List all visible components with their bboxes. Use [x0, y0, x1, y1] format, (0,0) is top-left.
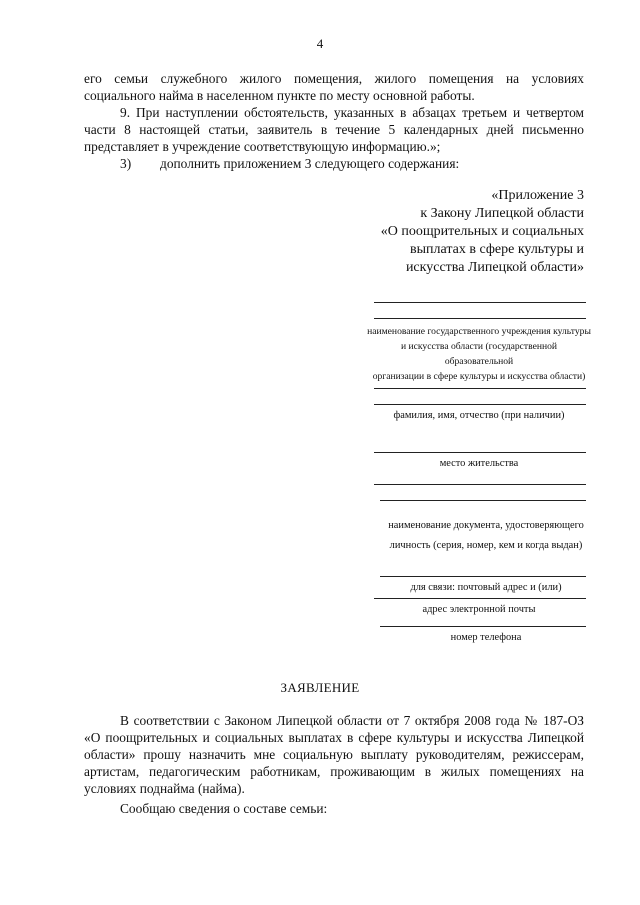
contact-field-line: [380, 576, 586, 577]
page-number: 4: [316, 36, 324, 51]
institution-field-line-2: [374, 318, 586, 319]
contact-caption: для связи: почтовый адрес и (или): [410, 582, 562, 593]
residence-caption: место жительства: [439, 458, 519, 469]
name-field-line-1: [374, 388, 586, 389]
email-field-line: [374, 598, 586, 599]
phone-field-line: [380, 626, 586, 627]
residence-field-line-2: [374, 484, 586, 485]
name-field-line-2: [374, 404, 586, 405]
institution-caption: [366, 324, 592, 384]
item-3-text: дополнить приложением 3 следующего содержания:: [160, 156, 460, 171]
residence-field-line: [374, 452, 586, 453]
intro-line-1: его семьи служебного жилого помещения, жилого помещения на условиях: [84, 71, 584, 86]
statement-title: ЗАЯВЛЕНИЕ: [280, 680, 360, 695]
identity-doc-caption-line-2: личность (серия, номер, кем и когда выдан): [389, 540, 583, 551]
appendix-header-line-1: «Приложение 3: [491, 188, 584, 203]
institution-caption-line-3: организации в сфере культуры и искусства области): [372, 371, 586, 382]
institution-caption-line-1: наименование государственного учреждения культуры: [367, 326, 591, 337]
appendix-header-line-2: к Закону Липецкой области: [420, 206, 584, 221]
appendix-header-line-5: искусства Липецкой области»: [405, 260, 584, 275]
institution-field-line-1: [374, 302, 586, 303]
appendix-header-line-3: «О поощрительных и социальных: [380, 224, 584, 239]
paragraph-9: 9. При наступлении обстоятельств, указанных в абзацах третьем и четвертом части 8 настоящей статьи, заявитель в течение 5 календарных дней письменно представляет в учреждение соответствующую информацию.»;: [84, 105, 584, 154]
institution-caption-line-2: и искусства области (государственной образовательной: [400, 341, 558, 367]
appendix-header-line-4: выплатах в сфере культуры и: [409, 242, 584, 257]
full-name-caption: фамилия, имя, отчество (при наличии): [393, 410, 565, 421]
intro-paragraph: [84, 70, 584, 104]
identity-field-line-1: [380, 500, 586, 501]
phone-caption: номер телефона: [450, 632, 522, 643]
identity-doc-caption: [366, 518, 606, 554]
email-caption: адрес электронной почты: [422, 604, 536, 615]
identity-doc-caption-line-1: наименование документа, удостоверяющего: [388, 520, 584, 531]
statement-body: В соответствии с Законом Липецкой области от 7 октября 2008 года № 187-ОЗ «О поощрительных и социальных выплатах в сфере культуры и искусства Липецкой области» прошу назначить мне социальную выплату руководителям, режиссерам, артистам, педагогическим работникам, проживающим в жилых помещениях на условиях поднайма (найма).: [84, 713, 584, 796]
item-3-number: 3): [120, 156, 132, 171]
intro-line-2: социального найма в населенном пункте по месту основной работы.: [84, 88, 475, 103]
family-info-line: Сообщаю сведения о составе семьи:: [120, 801, 328, 816]
